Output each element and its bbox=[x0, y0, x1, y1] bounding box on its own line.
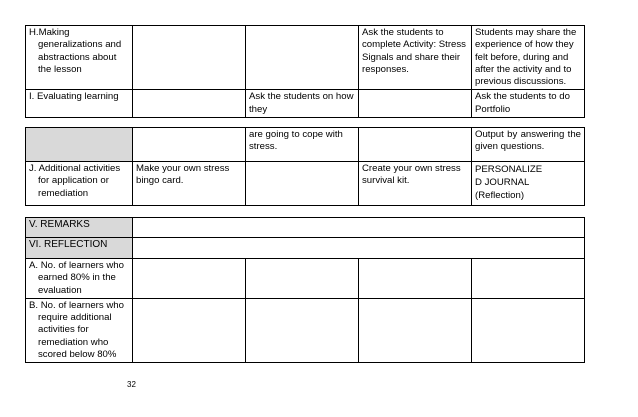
journal-subtitle: (Reflection) bbox=[475, 190, 525, 201]
cell-day1 bbox=[133, 26, 246, 90]
cell-day3 bbox=[359, 128, 472, 162]
cell-day3 bbox=[359, 259, 472, 299]
cell-day3: Create your own stress survival kit. bbox=[359, 162, 472, 206]
cell-day4: Output by answering the given questions. bbox=[472, 128, 585, 162]
cell-day1: Make your own stress bingo card. bbox=[133, 162, 246, 206]
row-reflection bbox=[26, 238, 585, 259]
cell-day2 bbox=[246, 162, 359, 206]
cell-day1 bbox=[133, 90, 246, 118]
lesson-table-part1 bbox=[25, 25, 585, 118]
journal-title: PERSONALIZED JOURNAL bbox=[475, 164, 543, 188]
row-additional-activities bbox=[26, 162, 585, 206]
cell-day3 bbox=[359, 298, 472, 362]
cell-day2 bbox=[246, 26, 359, 90]
cell-day3 bbox=[359, 90, 472, 118]
row-label-learners-80: A. No. of learners who earned 80% in the evaluation bbox=[26, 259, 133, 299]
row-label-additional-activities: J. Additional activities for application or remediation bbox=[26, 162, 133, 206]
remarks-label: V. REMARKS bbox=[26, 218, 133, 238]
row-evaluating-learning bbox=[26, 90, 585, 118]
cell-day4 bbox=[472, 298, 585, 362]
remarks-content bbox=[133, 218, 585, 238]
remarks-table bbox=[25, 217, 585, 363]
row-learners-remediation bbox=[26, 298, 585, 362]
cell-day2: are going to cope with stress. bbox=[246, 128, 359, 162]
row-label-making-generalizations: H.Making generalizations and abstractions about the lesson bbox=[26, 26, 133, 90]
row-label-evaluating-learning: I. Evaluating learning bbox=[26, 90, 133, 118]
reflection-content bbox=[133, 238, 585, 259]
row-label-learners-remediation: B. No. of learners who require additional activities for remediation who scored below 80% bbox=[26, 298, 133, 362]
row-continuation bbox=[26, 128, 585, 162]
cell-day2: Ask the students on how they bbox=[246, 90, 359, 118]
cell-day4 bbox=[472, 259, 585, 299]
lesson-table-part2 bbox=[25, 127, 585, 206]
cell-day4: Ask the students to do Portfolio bbox=[472, 90, 585, 118]
cell-day2 bbox=[246, 259, 359, 299]
row-remarks bbox=[26, 218, 585, 238]
cell-day1 bbox=[133, 128, 246, 162]
reflection-label: VI. REFLECTION bbox=[26, 238, 133, 259]
page-number: 32 bbox=[127, 380, 136, 389]
cell-day1 bbox=[133, 298, 246, 362]
row-label-continuation bbox=[26, 128, 133, 162]
cell-day4 bbox=[472, 162, 585, 206]
row-learners-80 bbox=[26, 259, 585, 299]
cell-day2 bbox=[246, 298, 359, 362]
cell-day3: Ask the students to complete Activity: Stress Signals and share their responses. bbox=[359, 26, 472, 90]
cell-day4: Students may share the experience of how they felt before, during and after the activity and to previous discussions. bbox=[472, 26, 585, 90]
cell-day1 bbox=[133, 259, 246, 299]
row-making-generalizations bbox=[26, 26, 585, 90]
